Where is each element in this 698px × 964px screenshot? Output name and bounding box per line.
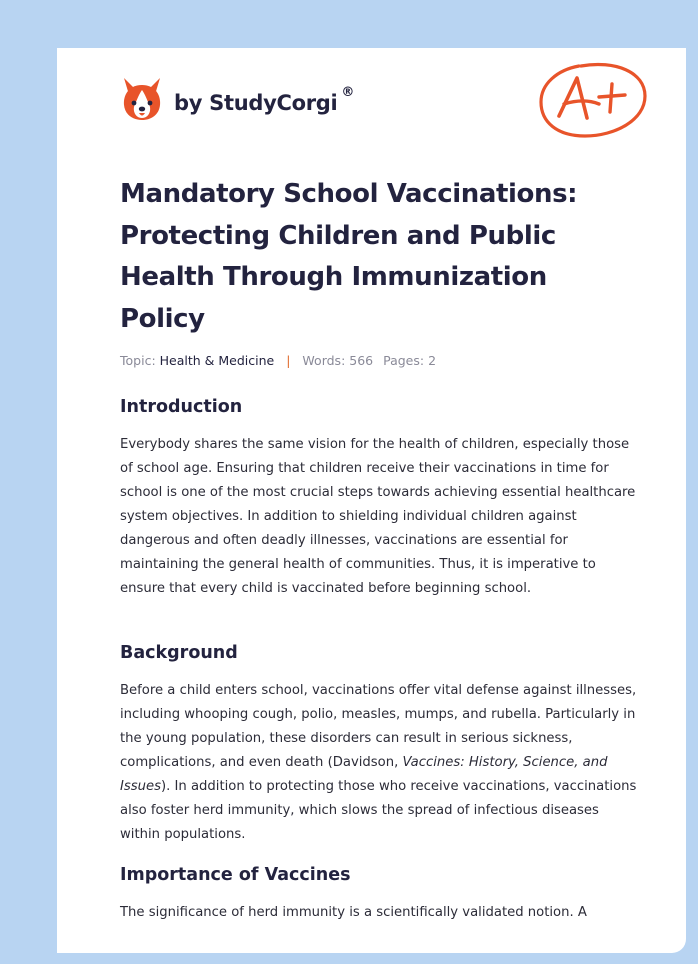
citation-title: Vaccines: History, Science, and Issues <box>120 755 608 794</box>
article-meta <box>120 353 436 368</box>
pages-label: Pages: <box>383 353 425 368</box>
studycorgi-logo[interactable] <box>121 76 354 122</box>
topic-link[interactable]: Health & Medicine <box>159 353 275 368</box>
section-paragraph-background: Before a child enters school, vaccinations offer vital defense against illnesses, including whooping cough, polio, measles, mumps, and rubella. Particularly in the young population, these disorders can result in serious sickness, complications, and even death (Davidson, Vaccines: History, Science, and Issues). In addition to protecting those who receive vaccinations, vaccinations also foster herd immunity, which slows the spread of infectious diseases within populations. <box>120 683 637 842</box>
corgi-icon <box>121 76 163 122</box>
words-count: 566 <box>349 353 374 368</box>
meta-separator: | <box>286 353 291 368</box>
pages-count: 2 <box>428 353 437 368</box>
words-label: Words: <box>302 353 346 368</box>
section-heading-introduction: Introduction <box>120 397 243 417</box>
section-paragraph-importance: The significance of herd immunity is a scientifically validated notion. A <box>120 905 587 920</box>
brand-name: by StudyCorgi ® <box>174 85 355 115</box>
section-paragraph-introduction: Everybody shares the same vision for the health of children, especially those of school age. Ensuring that children receive their vaccinations in time for school is one of the most crucial steps towards achieving essential healthcare system objectives. In addition to shielding individual children against dangerous and often deadly illnesses, vaccinations are essential for maintaining the general health of communities. Thus, it is imperative to ensure that every child is vaccinated before beginning school. <box>120 437 636 596</box>
article-title: Mandatory School Vaccinations: Protecting Children and Public Health Through Immunization Policy <box>120 179 578 334</box>
document-page <box>57 48 686 953</box>
topic-label: Topic: <box>120 353 156 368</box>
section-heading-background: Background <box>120 643 238 663</box>
section-heading-importance: Importance of Vaccines <box>120 865 351 885</box>
a-plus-grade-stamp <box>537 58 649 142</box>
